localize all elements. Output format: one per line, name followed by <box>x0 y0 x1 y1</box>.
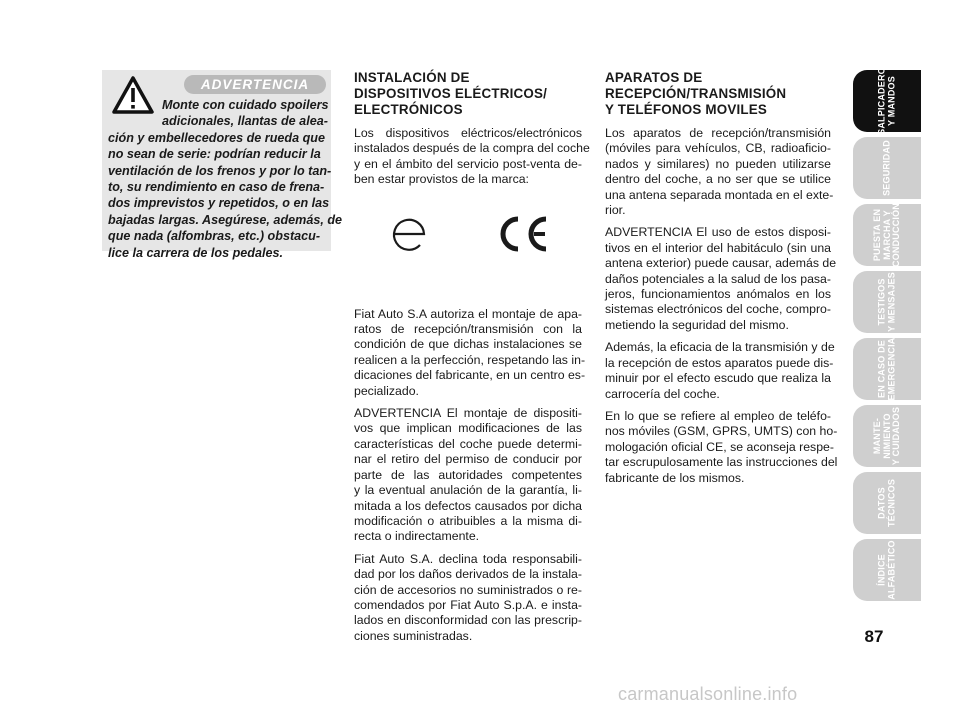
tab-label: TESTIGOS Y MENSAJES <box>876 272 896 332</box>
text-line: RECEPCIÓN/TRANSMISIÓN <box>605 86 787 101</box>
warning-line: lice la carrera de los pedales. <box>108 245 284 260</box>
receivers-paragraph-3 <box>605 340 835 402</box>
tab-label: SALPICADERO Y MANDOS <box>876 67 896 135</box>
text-line: ELECTRÓNICOS <box>354 102 463 117</box>
e-approval-mark-icon <box>389 215 429 255</box>
text-line: tar escrupulosamente las instrucciones del <box>605 455 838 470</box>
text-line: sistemas electrónicos del coche, compro- <box>605 302 831 317</box>
text-line: Y TELÉFONOS MOVILES <box>605 102 768 117</box>
tab-label: EN CASO DE EMERGENCIA <box>876 337 896 401</box>
installation-paragraph-4 <box>354 552 582 644</box>
text-line: ciones suministradas. <box>354 628 473 643</box>
text-line: ratos de recepción/transmisión con la <box>354 322 582 337</box>
text-line: mitada a los defectos causados por dicha <box>354 498 582 513</box>
tab-section-5[interactable] <box>853 338 921 400</box>
text-line: (móviles para vehículos, CB, radioaficio- <box>605 141 831 156</box>
text-line: Fiat Auto S.A. declina toda responsabili- <box>354 551 582 566</box>
text-line: Los dispositivos eléctricos/electrónicos <box>354 126 582 140</box>
receivers-paragraph-2 <box>605 225 837 333</box>
text-line: Fiat Auto S.A autoriza el montaje de apa- <box>354 306 582 321</box>
warning-line: to, su rendimiento en caso de frena- <box>108 180 325 195</box>
text-line: nados y similares) no pueden utilizarse <box>605 156 831 171</box>
warning-line: ventilación de los frenos y por lo tan- <box>108 163 332 178</box>
warning-line: bajadas largas. Asegúrese, además, de <box>108 212 343 227</box>
warning-line: que nada (alfombras, etc.) obstacu- <box>108 229 321 244</box>
warning-text <box>108 97 343 261</box>
text-line: ADVERTENCIA El uso de estos disposi- <box>605 225 831 240</box>
tab-section-3[interactable] <box>853 204 921 266</box>
warning-line: dos imprevistos y repetidos, o en las <box>108 196 330 211</box>
text-line: la recepción de estos aparatos puede dis- <box>605 355 834 370</box>
receivers-paragraph-1 <box>605 126 834 218</box>
column-receivers <box>605 70 838 493</box>
text-line: condición de que dichas instalaciones se <box>354 337 582 352</box>
warning-line: Monte con cuidado spoilers <box>162 98 329 112</box>
installation-paragraph-2 <box>354 306 586 399</box>
text-line: nar el retiro del permiso de conducir por <box>354 452 582 467</box>
text-line: y en el ámbito del servicio post-venta de- <box>354 156 582 171</box>
text-line: ben estar provistos de la marca: <box>354 172 529 187</box>
installation-heading <box>354 70 582 118</box>
tab-section-4[interactable] <box>853 271 921 333</box>
tab-section-6[interactable] <box>853 405 921 467</box>
tab-label: SEGURIDAD <box>881 140 892 196</box>
text-line: rior. <box>605 203 626 218</box>
text-line: dad por los daños derivados de la instala- <box>354 567 582 582</box>
tab-section-2[interactable] <box>853 137 921 199</box>
text-line: comendados por Fiat Auto S.p.A. e insta- <box>354 597 582 612</box>
watermark: carmanualsonline.info <box>618 684 798 704</box>
tab-label: MANTE- NIMIENTO Y CUIDADOS <box>871 406 901 466</box>
text-line: Además, la eficacia de la transmisión y de <box>605 340 835 355</box>
text-line: instalados después de la compra del coche <box>354 141 590 156</box>
text-line: INSTALACIÓN DE <box>354 70 470 85</box>
text-line: características del coche puede determi- <box>354 436 582 451</box>
text-line: ADVERTENCIA El montaje de dispositi- <box>354 406 582 421</box>
installation-paragraph-1 <box>354 126 590 188</box>
tab-section-1[interactable] <box>853 67 921 135</box>
receivers-paragraph-4 <box>605 408 838 486</box>
text-line: DISPOSITIVOS ELÉCTRICOS/ <box>354 86 548 101</box>
text-line: minuir por el efecto escudo que realiza la <box>605 371 831 386</box>
text-line: APARATOS DE <box>605 70 703 85</box>
text-line: fabricante de los mismos. <box>605 470 745 485</box>
text-line: antena exterior) puede causar, además de <box>605 256 837 271</box>
receivers-heading <box>605 70 831 118</box>
text-line: ción de accesorios no suministrados o re- <box>354 582 582 597</box>
tab-section-8[interactable] <box>853 539 921 601</box>
column-installation <box>354 70 590 651</box>
text-line: nos móviles (GSM, GPRS, UMTS) con ho- <box>605 424 838 439</box>
text-line: parte de las autoridades competentes <box>354 467 582 482</box>
text-line: dicaciones del fabricante, en un centro es- <box>354 368 586 383</box>
text-line: recta o indirectamente. <box>354 529 480 544</box>
text-line: tivos en el interior del habitáculo (sin una <box>605 240 831 255</box>
text-line: y la eventual anulación de la garantía, li- <box>354 483 582 498</box>
tab-section-7[interactable] <box>853 472 921 534</box>
warning-line: no sean de serie: podrían reducir la <box>108 147 321 162</box>
warning-badge: ADVERTENCIA <box>184 75 326 94</box>
tab-label: PUESTA EN MARCHA Y CONDUCCIÓN <box>871 203 901 267</box>
warning-line: ción y embellecedores de rueda que <box>108 130 325 145</box>
text-line: lados en disconformidad con las prescrip- <box>354 613 582 628</box>
text-line: carrocería del coche. <box>605 386 720 401</box>
installation-paragraph-3 <box>354 406 582 545</box>
text-line: vos que implican modificaciones de las <box>354 421 582 436</box>
text-line: Los aparatos de recepción/transmisión <box>605 126 831 140</box>
text-line: En lo que se refiere al empleo de teléfo- <box>605 408 831 423</box>
warning-line: adicionales, llantas de alea- <box>162 114 328 129</box>
page-number: 87 <box>864 627 884 646</box>
text-line: dentro del coche, a no ser que se utilice <box>605 172 831 187</box>
text-line: pecializado. <box>354 383 419 398</box>
text-line: mologación oficial CE, se aconseja respe- <box>605 439 834 454</box>
text-line: metiendo la seguridad del mismo. <box>605 317 789 332</box>
text-line: una antena separada montada en el exte- <box>605 187 834 202</box>
tab-label: ÍNDICE ALFABÉTICO <box>876 540 896 600</box>
ce-mark-icon <box>496 216 550 252</box>
text-line: daños potenciales a la salud de los pasa- <box>605 271 831 286</box>
tab-label: DATOS TÉCNICOS <box>876 478 896 528</box>
text-line: modificación o atribuibles a la misma di- <box>354 513 582 528</box>
text-line: jeros, funcionamientos anómalos en los <box>605 287 831 302</box>
text-line: realicen a la perfección, respetando las in- <box>354 352 586 367</box>
